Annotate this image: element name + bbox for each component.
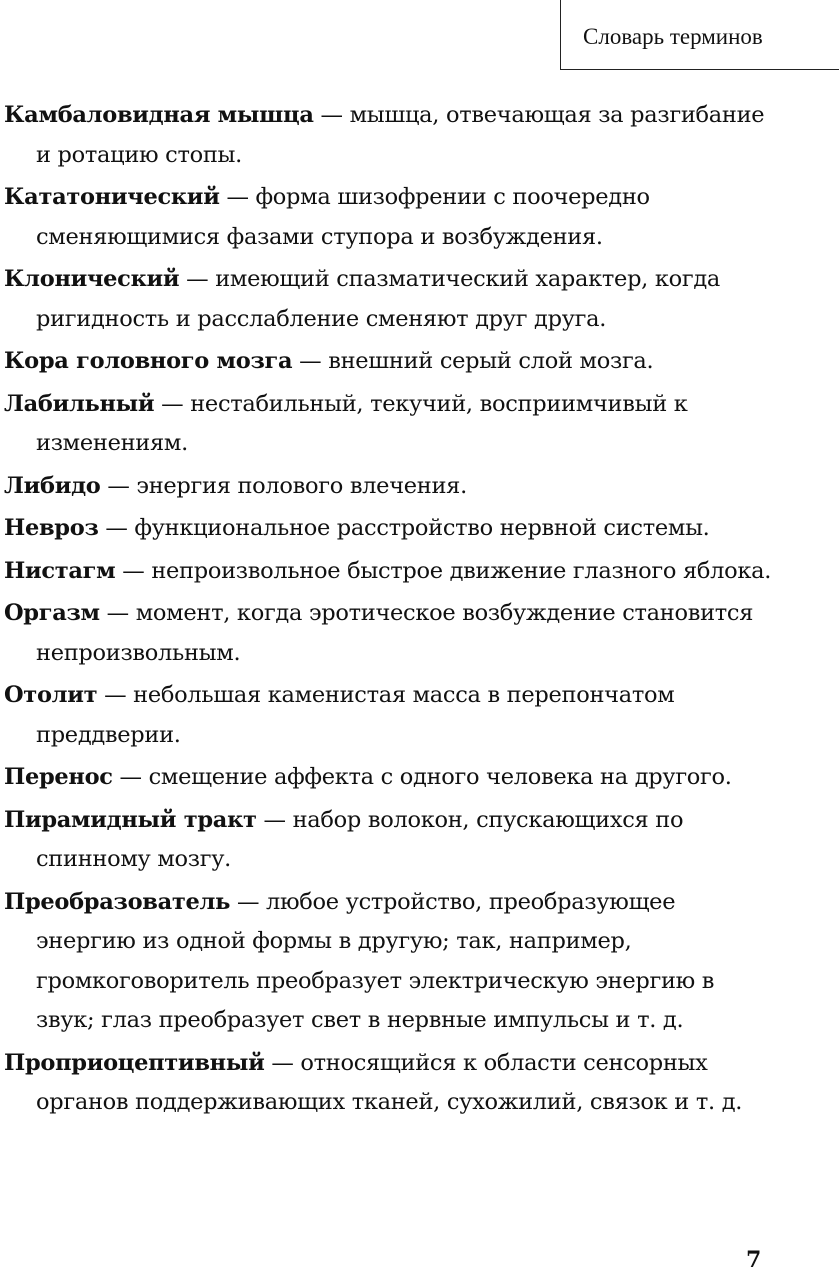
entry-term: Клонический bbox=[4, 266, 180, 292]
entry-term: Оргазм bbox=[4, 600, 100, 626]
entry-separator: — bbox=[230, 888, 266, 915]
glossary-entry bbox=[4, 96, 774, 175]
entry-definition: мышца, отвечающая за разгибание и ротацию стопы. bbox=[36, 102, 765, 168]
entry-separator: — bbox=[219, 184, 256, 210]
entry-term: Кора головного мозга bbox=[4, 348, 293, 374]
entry-term: Невроз bbox=[4, 515, 99, 541]
entry-definition: форма шизофрении с поочередно сменяющимися фазами ступора и возбуждения. bbox=[36, 184, 650, 250]
entry-separator: — bbox=[112, 764, 149, 790]
running-header-title: Словарь терминов bbox=[583, 24, 763, 49]
entry-separator: — bbox=[179, 266, 216, 292]
entry-definition: имеющий спазматический характер, когда ригидность и расслабление сменяют друг друга. bbox=[36, 266, 721, 332]
entry-separator: — bbox=[313, 102, 350, 128]
entry-term: Преобразователь bbox=[4, 888, 231, 915]
entry-separator: — bbox=[100, 472, 137, 499]
glossary-entry bbox=[4, 467, 774, 507]
glossary-entry bbox=[4, 883, 774, 1041]
entry-separator: — bbox=[154, 390, 191, 417]
glossary-entry bbox=[4, 676, 774, 755]
entry-definition: небольшая каменистая масса в перепончатом преддверии. bbox=[36, 682, 675, 748]
entry-term: Нистагм bbox=[4, 557, 116, 584]
entry-separator: — bbox=[292, 348, 329, 374]
glossary-entries bbox=[4, 96, 774, 1126]
glossary-entry bbox=[4, 594, 774, 673]
glossary-entry bbox=[4, 178, 774, 257]
entry-term: Либидо bbox=[4, 472, 101, 499]
entry-definition: энергия полового влечения. bbox=[136, 472, 467, 499]
running-header bbox=[560, 0, 839, 70]
entry-term: Кататонический bbox=[4, 184, 220, 210]
entry-definition: момент, когда эротическое возбуждение становится непроизвольным. bbox=[36, 600, 754, 666]
entry-separator: — bbox=[98, 515, 135, 541]
glossary-entry bbox=[4, 509, 774, 549]
entry-definition: относящийся к области сенсорных органов поддерживающих тканей, сухожилий, связок и т. д. bbox=[36, 1049, 743, 1115]
entry-separator: — bbox=[115, 557, 152, 584]
entry-definition: нестабильный, текучий, восприимчивый к изменениям. bbox=[36, 390, 688, 456]
entry-separator: — bbox=[256, 806, 293, 833]
glossary-entry bbox=[4, 342, 774, 382]
entry-term: Камбаловидная мышца bbox=[4, 102, 314, 128]
glossary-entry bbox=[4, 260, 774, 339]
glossary-entry bbox=[4, 1044, 774, 1123]
glossary-entry bbox=[4, 552, 774, 592]
entry-separator: — bbox=[97, 682, 134, 708]
entry-term: Пирамидный тракт bbox=[4, 806, 257, 833]
entry-definition: любое устройство, преобразующее энергию из одной формы в другую; так, например, громкоговоритель преобразует электрическую энергию в звук; глаз преобразует свет в нервные импульсы и т. д. bbox=[36, 888, 715, 1033]
glossary-entry bbox=[4, 758, 774, 798]
entry-definition: непроизвольное быстрое движение глазного яблока. bbox=[151, 557, 772, 584]
entry-term: Лабильный bbox=[4, 390, 155, 417]
entry-term: Проприоцептивный bbox=[4, 1049, 265, 1076]
page-number: 7 bbox=[746, 1247, 762, 1273]
entry-separator: — bbox=[264, 1049, 301, 1076]
entry-separator: — bbox=[99, 600, 136, 626]
glossary-entry bbox=[4, 801, 774, 880]
entry-term: Отолит bbox=[4, 682, 98, 708]
entry-definition: набор волокон, спускающихся по спинному мозгу. bbox=[36, 806, 684, 872]
entry-definition: внешний серый слой мозга. bbox=[328, 348, 654, 374]
entry-definition: функциональное расстройство нервной системы. bbox=[134, 515, 710, 541]
glossary-entry bbox=[4, 385, 774, 464]
entry-term: Перенос bbox=[4, 764, 113, 790]
entry-definition: смещение аффекта с одного человека на другого. bbox=[148, 764, 732, 790]
